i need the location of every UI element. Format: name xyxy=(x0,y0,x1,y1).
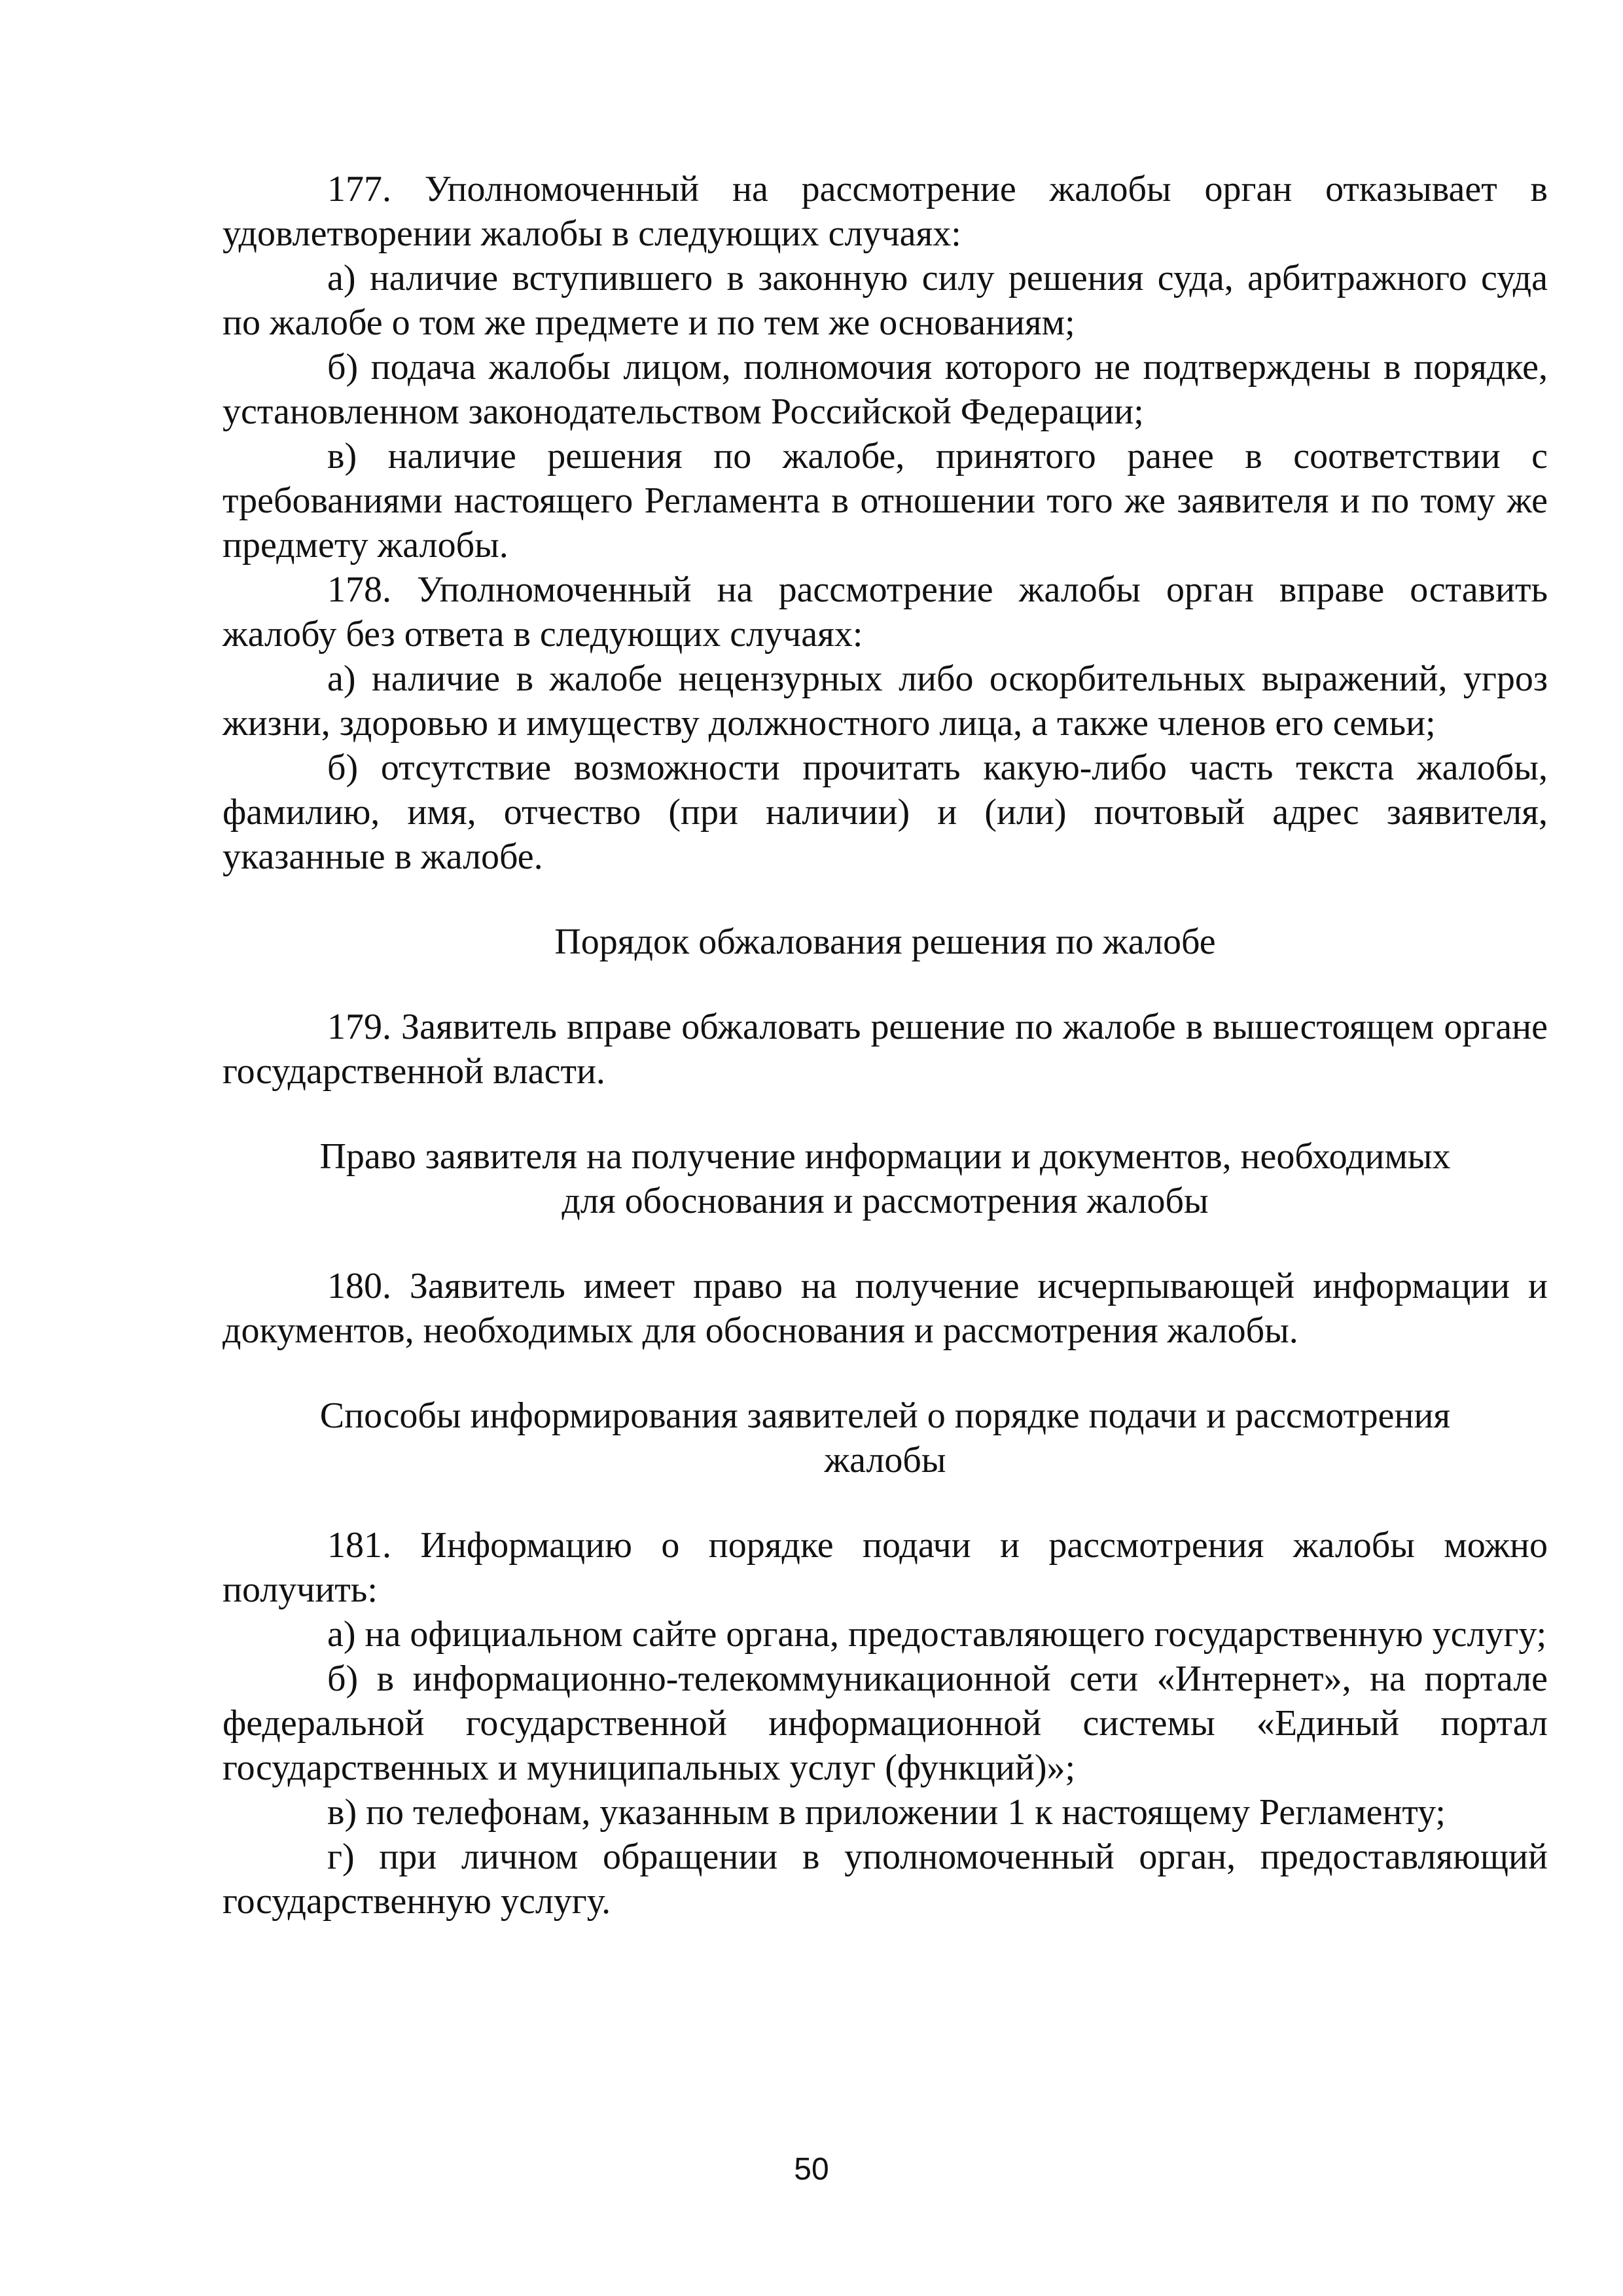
paragraph-181-intro: 181. Информацию о порядке подачи и рассмотрения жалобы можно получить: xyxy=(223,1525,1548,1610)
paragraph-181-a: а) на официальном сайте органа, предоставляющего государственную услугу; xyxy=(327,1614,1547,1655)
spacer xyxy=(223,964,1548,1005)
paragraph-179: 179. Заявитель вправе обжаловать решение по жалобе в вышестоящем органе государственной власти. xyxy=(223,1007,1548,1092)
paragraph-177-a: а) наличие вступившего в законную силу решения суда, арбитражного суда по жалобе о том же предмете и по тем же основаниям; xyxy=(223,258,1548,343)
paragraph-178-intro: 178. Уполномоченный на рассмотрение жалобы орган вправе оставить жалобу без ответа в следующих случаях: xyxy=(223,569,1548,655)
section-heading-methods-line-1: Способы информирования заявителей о порядке подачи и рассмотрения xyxy=(319,1395,1451,1436)
page-number: 50 xyxy=(794,2152,829,2187)
section-heading-rights xyxy=(223,1134,1548,1223)
paragraph-177-b: б) подача жалобы лицом, полномочия которого не подтверждены в порядке, установленном законодательством Российской Федерации; xyxy=(223,347,1548,432)
document-page xyxy=(223,167,1548,1924)
section-heading-rights-line-1: Право заявителя на получение информации и документов, необходимых xyxy=(319,1136,1451,1177)
spacer xyxy=(223,1482,1548,1523)
section-heading-appeal: Порядок обжалования решения по жалобе xyxy=(554,922,1216,962)
paragraph-178-b: б) отсутствие возможности прочитать какую-либо часть текста жалобы, фамилию, имя, отчество (при наличии) и (или) почтовый адрес заявителя, указанные в жалобе. xyxy=(223,747,1548,877)
paragraph-181-g: г) при личном обращении в уполномоченный орган, предоставляющий государственную услугу. xyxy=(223,1837,1548,1922)
paragraph-178-a: а) наличие в жалобе нецензурных либо оскорбительных выражений, угроз жизни, здоровью и имуществу должностного лица, а также членов его семьи; xyxy=(223,658,1548,744)
paragraph-180: 180. Заявитель имеет право на получение исчерпывающей информации и документов, необходимых для обоснования и рассмотрения жалобы. xyxy=(223,1266,1548,1351)
spacer xyxy=(223,1223,1548,1264)
section-heading-methods xyxy=(223,1393,1548,1482)
spacer xyxy=(223,879,1548,920)
spacer xyxy=(223,1353,1548,1393)
paragraph-177-v: в) наличие решения по жалобе, принятого ранее в соответствии с требованиями настоящего Регламента в отношении того же заявителя и по тому же предмету жалобы. xyxy=(223,436,1548,565)
paragraph-177-intro: 177. Уполномоченный на рассмотрение жалобы орган отказывает в удовлетворении жалобы в следующих случаях: xyxy=(223,169,1548,254)
paragraph-181-b: б) в информационно-телекоммуникационной сети «Интернет», на портале федеральной государственной информационной системы «Единый портал государственных и муниципальных услуг (функций)»; xyxy=(223,1659,1548,1788)
paragraph-181-v: в) по телефонам, указанным в приложении 1 к настоящему Регламенту; xyxy=(327,1792,1446,1833)
spacer xyxy=(223,1094,1548,1134)
section-heading-rights-line-2: для обоснования и рассмотрения жалобы xyxy=(562,1181,1209,1221)
section-heading-methods-line-2: жалобы xyxy=(824,1440,946,1480)
